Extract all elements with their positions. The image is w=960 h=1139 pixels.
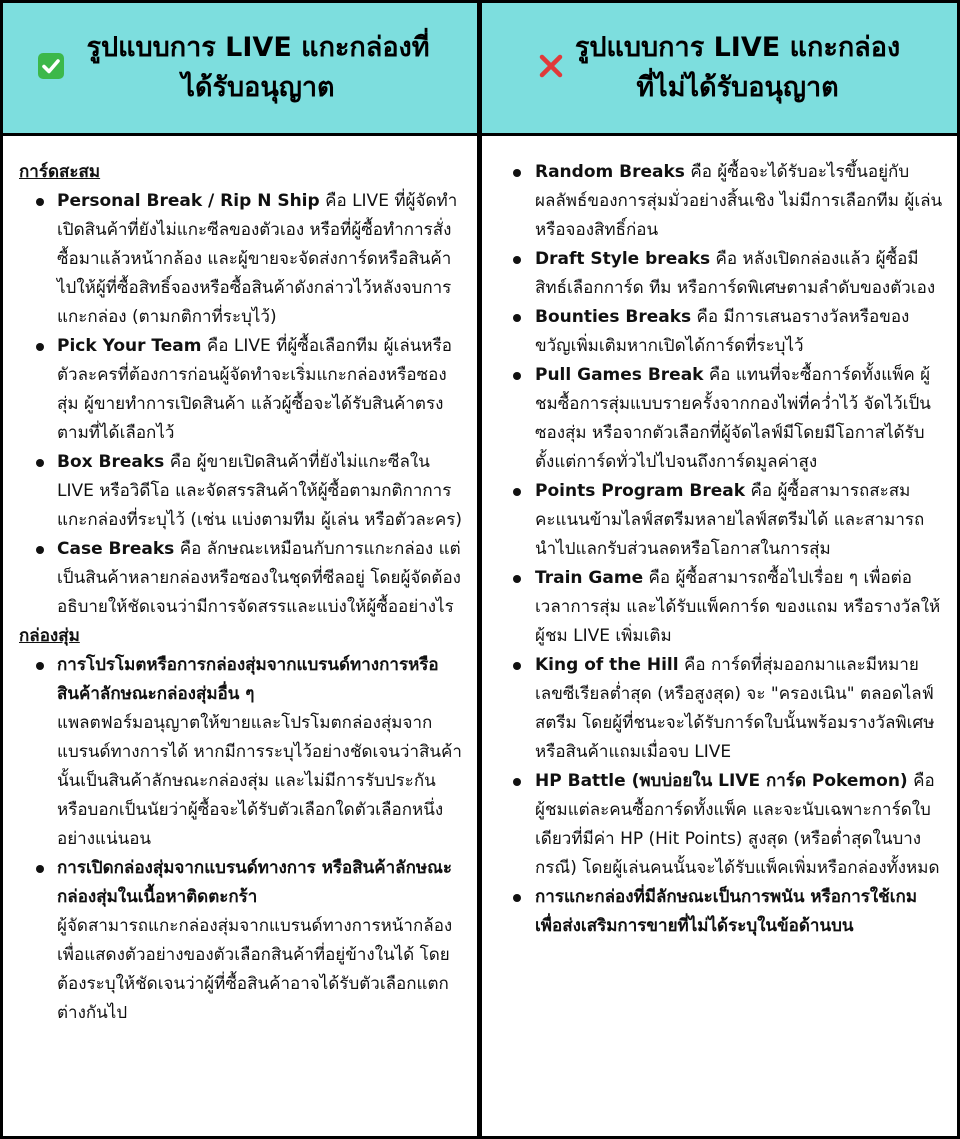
- item-text: คือ หลังเปิดกล่องแล้ว ผู้ซื้อมีสิทธ์เลือกการ์ด ทีม หรือการ์ดพิเศษตามลำดับของตัวเอง: [535, 249, 936, 298]
- disallowed-header-text: รูปแบบการ LIVE แกะกล่องที่ไม่ได้รับอนุญาต: [574, 32, 901, 103]
- item-text: คือ ผู้ซื้อจะได้รับอะไรขึ้นอยู่กับผลลัพธ์ของการสุ่มมั่วอย่างสิ้นเชิง ไม่มีการเลือกทีม ผู้เล่น หรือจองสิทธิ์ก่อน: [535, 162, 943, 240]
- item-term: Box Breaks: [57, 452, 165, 472]
- item-term: Points Program Break: [535, 481, 746, 501]
- item-text: คือ มีการเสนอรางวัลหรือของขวัญเพิ่มเติมหากเปิดได้การ์ดที่ระบุไว้: [535, 307, 910, 356]
- allowed-column: [3, 136, 477, 1136]
- list-item: [510, 158, 943, 245]
- item-term: King of the Hill: [535, 655, 679, 675]
- allowed-header: [3, 3, 477, 133]
- item-text: แพลตฟอร์มอนุญาตให้ขายและโปรโมตกล่องสุ่มจากแบรนด์ทางการได้ หากมีการระบุไว้อย่างชัดเจนว่าสินค้านั้นเป็นสินค้าลักษณะกล่องสุ่ม และไม่มีการรับประกันหรือบอกเป็นนัยว่าผู้ซื้อจะได้รับตัวเลือกใดตัวเลือกหนึ่งอย่างแน่นอน: [57, 713, 462, 849]
- list-item: [19, 187, 463, 332]
- item-text: คือ LIVE ที่ผู้ซื้อเลือกทีม ผู้เล่นหรือตัวละครที่ต้องการก่อนผู้จัดทำจะเริ่มแกะกล่องหรือซองสุ่ม ผู้ขายทำการเปิดสินค้า แล้วผู้ซื้อจะได้รับสินค้าตรงตามที่ได้เลือกไว้: [57, 336, 452, 443]
- item-text: คือ การ์ดที่สุ่มออกมาและมีหมายเลขซีเรียลต่ำสุด (หรือสูงสุด) จะ "ครองเนิน" ตลอดไลฟ์สตรีม โดยผู้ที่ชนะจะได้รับการ์ดใบนั้นพร้อมรางวัลพิเศษหรือสินค้าแถมเมื่อจบ LIVE: [535, 655, 935, 762]
- item-text: คือ ผู้ซื้อสามารถสะสมคะแนนข้ามไลฟ์สตรีมหลายไลฟ์สตรีมได้ และสามารถนำไปแลกรับส่วนลดหรือโอกาสในการสุ่ม: [535, 481, 925, 559]
- list-item: [510, 564, 943, 651]
- item-text: คือ แทนที่จะซื้อการ์ดทั้งแพ็ค ผู้ชมซื้อการสุ่มแบบรายครั้งจากกองไพ่ที่คว่ำไว้ จัดไว้เป็นซองสุ่ม หรือจากตัวเลือกที่ผู้จัดไลฟ์มีโดยมีโอกาสได้รับตั้งแต่การ์ดทั่วไปไปจนถึงการ์ดมูลค่าสูง: [535, 365, 931, 472]
- list-item: [510, 767, 943, 883]
- list-item: [19, 448, 463, 535]
- check-mark-icon: [37, 52, 65, 80]
- item-text: คือ LIVE ที่ผู้จัดทำเปิดสินค้าที่ยังไม่แกะซีลของตัวเอง หรือที่ผู้ซื้อทำการสั่งซื้อมาแล้วหน้ากล้อง และผู้ขายจะจัดส่งการ์ดหรือสินค้าไปให้ผู้ที่ซื้อสิทธิ์จองหรือซื้อสินค้าดังกล่าวไว้หลังจบการแกะกล่อง (ตามกติกาที่ระบุไว้): [57, 191, 458, 327]
- section-title-blind-box: กล่องสุ่ม: [19, 626, 80, 646]
- blind-box-list: [19, 651, 463, 1028]
- disallowed-header: [482, 3, 957, 133]
- item-term: Bounties Breaks: [535, 307, 692, 327]
- list-item: [19, 854, 463, 1028]
- list-item: [510, 651, 943, 767]
- item-term: Personal Break / Rip N Ship: [57, 191, 320, 211]
- allowed-header-text: รูปแบบการ LIVE แกะกล่องที่ได้รับอนุญาต: [86, 32, 430, 103]
- item-term: Pull Games Break: [535, 365, 704, 385]
- list-item: [510, 477, 943, 564]
- section-title-cards: การ์ดสะสม: [19, 162, 101, 182]
- cross-mark-icon: [537, 52, 565, 80]
- item-term: Train Game: [535, 568, 644, 588]
- disallowed-list: [510, 158, 943, 941]
- item-text: คือ ผู้ขายเปิดสินค้าที่ยังไม่แกะซีลใน LIVE หรือวิดีโอ และจัดสรรสินค้าให้ผู้ซื้อตามกติกาการแกะกล่องที่ระบุไว้ (เช่น แบ่งตามทีม ผู้เล่น หรือตัวละคร): [57, 452, 463, 530]
- list-item: [19, 651, 463, 854]
- list-item: [510, 361, 943, 477]
- disallowed-column: [482, 136, 957, 1136]
- item-text: คือ ลักษณะเหมือนกับการแกะกล่อง แต่เป็นสินค้าหลายกล่องหรือซองในชุดที่ซีลอยู่ โดยผู้จัดต้องอธิบายให้ชัดเจนว่ามีการจัดสรรและแบ่งให้ผู้ซื้ออย่างไร: [57, 539, 461, 617]
- list-item: [510, 883, 943, 941]
- list-item: [510, 245, 943, 303]
- item-term: Case Breaks: [57, 539, 175, 559]
- list-item: [19, 535, 463, 622]
- item-term: การโปรโมตหรือการกล่องสุ่มจากแบรนด์ทางการหรือสินค้าลักษณะกล่องสุ่มอื่น ๆ: [57, 655, 439, 704]
- item-text: คือ ผู้ชมแต่ละคนซื้อการ์ดทั้งแพ็ค และจะนับเฉพาะการ์ดใบเดียวที่มีค่า HP (Hit Points) สูงสุด (หรือต่ำสุดในบางกรณี) โดยผู้เล่นคนนั้นจะได้รับแพ็คเพิ่มหรือกล่องทั้งหมด: [535, 771, 940, 878]
- item-text: คือ ผู้ซื้อสามารถซื้อไปเรื่อย ๆ เพื่อต่อเวลาการสุ่ม และได้รับแพ็คการ์ด ของแถม หรือรางวัลให้ผู้ชม LIVE เพิ่มเติม: [535, 568, 941, 646]
- item-term: Pick Your Team: [57, 336, 202, 356]
- item-term: การแกะกล่องที่มีลักษณะเป็นการพนัน หรือการใช้เกมเพื่อส่งเสริมการขายที่ไม่ได้ระบุในข้อด้านบน: [535, 887, 918, 936]
- item-term: Random Breaks: [535, 162, 685, 182]
- item-term: Draft Style breaks: [535, 249, 711, 269]
- list-item: [510, 303, 943, 361]
- item-term: การเปิดกล่องสุ่มจากแบรนด์ทางการ หรือสินค้าลักษณะกล่องสุ่มในเนื้อหาติดตะกร้า: [57, 858, 452, 907]
- list-item: [19, 332, 463, 448]
- item-text: ผู้จัดสามารถแกะกล่องสุ่มจากแบรนด์ทางการหน้ากล้อง เพื่อแสดงตัวอย่างของตัวเลือกสินค้าที่อยู่ข้างในได้ โดยต้องระบุให้ชัดเจนว่าผู้ที่ซื้อสินค้าอาจได้รับตัวเลือกแตกต่างกันไป: [57, 916, 453, 1023]
- item-term: HP Battle (พบบ่อยใน LIVE การ์ด Pokemon): [535, 771, 908, 791]
- cards-list: [19, 187, 463, 622]
